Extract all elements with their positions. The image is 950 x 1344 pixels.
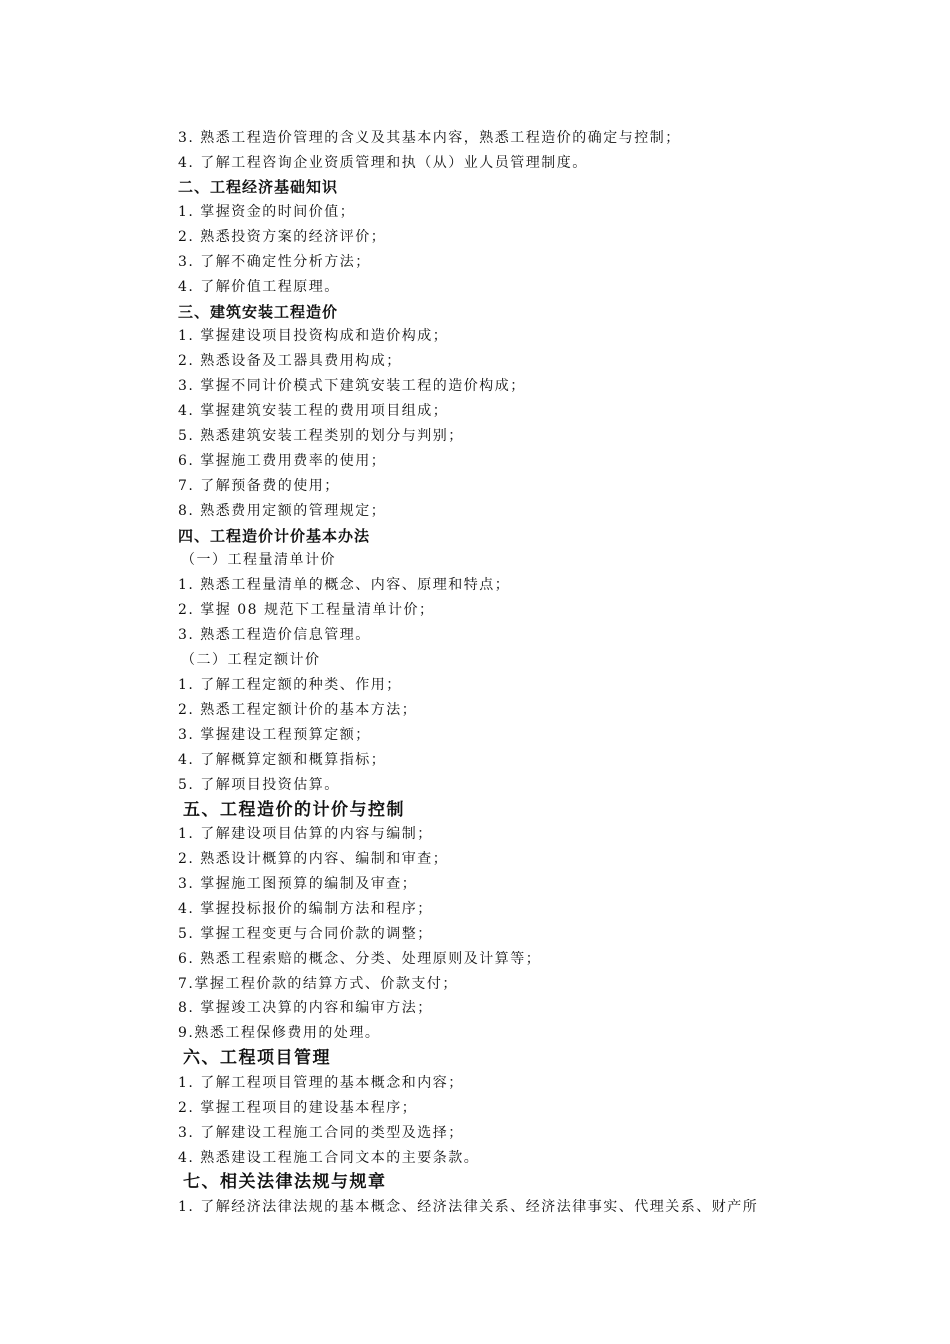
list-item: 2. 熟悉投资方案的经济评价； xyxy=(178,229,387,245)
list-item: 7.掌握工程价款的结算方式、价款支付； xyxy=(178,976,458,992)
list-item: 4. 了解价值工程原理。 xyxy=(178,279,340,295)
section-heading: 二、工程经济基础知识 xyxy=(178,178,339,196)
subsection-heading: （一）工程量清单计价 xyxy=(181,552,336,568)
section-heading: 四、工程造价计价基本办法 xyxy=(178,527,371,545)
list-item: 3. 熟悉工程造价管理的含义及其基本内容，熟悉工程造价的确定与控制； xyxy=(178,130,681,146)
list-item: 2. 熟悉设备及工器具费用构成； xyxy=(178,353,402,369)
list-item: 3. 掌握建设工程预算定额； xyxy=(178,727,371,743)
list-item: 5. 了解项目投资估算。 xyxy=(178,777,340,793)
list-item: 7. 了解预备费的使用； xyxy=(178,478,340,494)
list-item: 4. 掌握建筑安装工程的费用项目组成； xyxy=(178,403,449,419)
list-item: 5. 掌握工程变更与合同价款的调整； xyxy=(178,926,433,942)
list-item: 3. 掌握施工图预算的编制及审查； xyxy=(178,876,418,892)
list-item: 1. 了解工程项目管理的基本概念和内容； xyxy=(178,1075,464,1091)
section-heading: 五、工程造价的计价与控制 xyxy=(183,800,405,820)
list-item: 3. 熟悉工程造价信息管理。 xyxy=(178,627,371,643)
list-item: 3. 了解不确定性分析方法； xyxy=(178,254,371,270)
subsection-heading: （二）工程定额计价 xyxy=(181,652,321,668)
list-item: 1. 熟悉工程量清单的概念、内容、原理和特点； xyxy=(178,577,511,593)
list-item: 2. 熟悉设计概算的内容、编制和审查； xyxy=(178,851,449,867)
list-item: 3. 掌握不同计价模式下建筑安装工程的造价构成； xyxy=(178,378,526,394)
list-item: 2. 掌握 08 规范下工程量清单计价； xyxy=(178,602,435,618)
list-item: 9.熟悉工程保修费用的处理。 xyxy=(178,1025,381,1041)
list-item: 8. 掌握竣工决算的内容和编审方法； xyxy=(178,1000,433,1016)
section-heading: 七、相关法律法规与规章 xyxy=(183,1172,387,1192)
list-item: 4. 了解工程咨询企业资质管理和执（从）业人员管理制度。 xyxy=(178,155,588,171)
list-item: 1. 掌握资金的时间价值； xyxy=(178,204,356,220)
list-item: 1. 掌握建设项目投资构成和造价构成； xyxy=(178,328,449,344)
list-item: 2. 熟悉工程定额计价的基本方法； xyxy=(178,702,418,718)
list-item: 5. 熟悉建筑安装工程类别的划分与判别； xyxy=(178,428,464,444)
list-item: 4. 了解概算定额和概算指标； xyxy=(178,752,387,768)
section-heading: 三、建筑安装工程造价 xyxy=(178,303,339,321)
list-item: 3. 了解建设工程施工合同的类型及选择； xyxy=(178,1125,464,1141)
list-item: 2. 掌握工程项目的建设基本程序； xyxy=(178,1100,418,1116)
list-item: 1. 了解经济法律法规的基本概念、经济法律关系、经济法律事实、代理关系、财产所 xyxy=(178,1199,759,1215)
list-item: 6. 熟悉工程索赔的概念、分类、处理原则及计算等； xyxy=(178,951,542,967)
list-item: 1. 了解建设项目估算的内容与编制； xyxy=(178,826,433,842)
list-item: 1. 了解工程定额的种类、作用； xyxy=(178,677,402,693)
section-heading: 六、工程项目管理 xyxy=(183,1048,331,1068)
list-item: 6. 掌握施工费用费率的使用； xyxy=(178,453,387,469)
list-item: 4. 熟悉建设工程施工合同文本的主要条款。 xyxy=(178,1150,480,1166)
list-item: 8. 熟悉费用定额的管理规定； xyxy=(178,503,387,519)
list-item: 4. 掌握投标报价的编制方法和程序； xyxy=(178,901,433,917)
